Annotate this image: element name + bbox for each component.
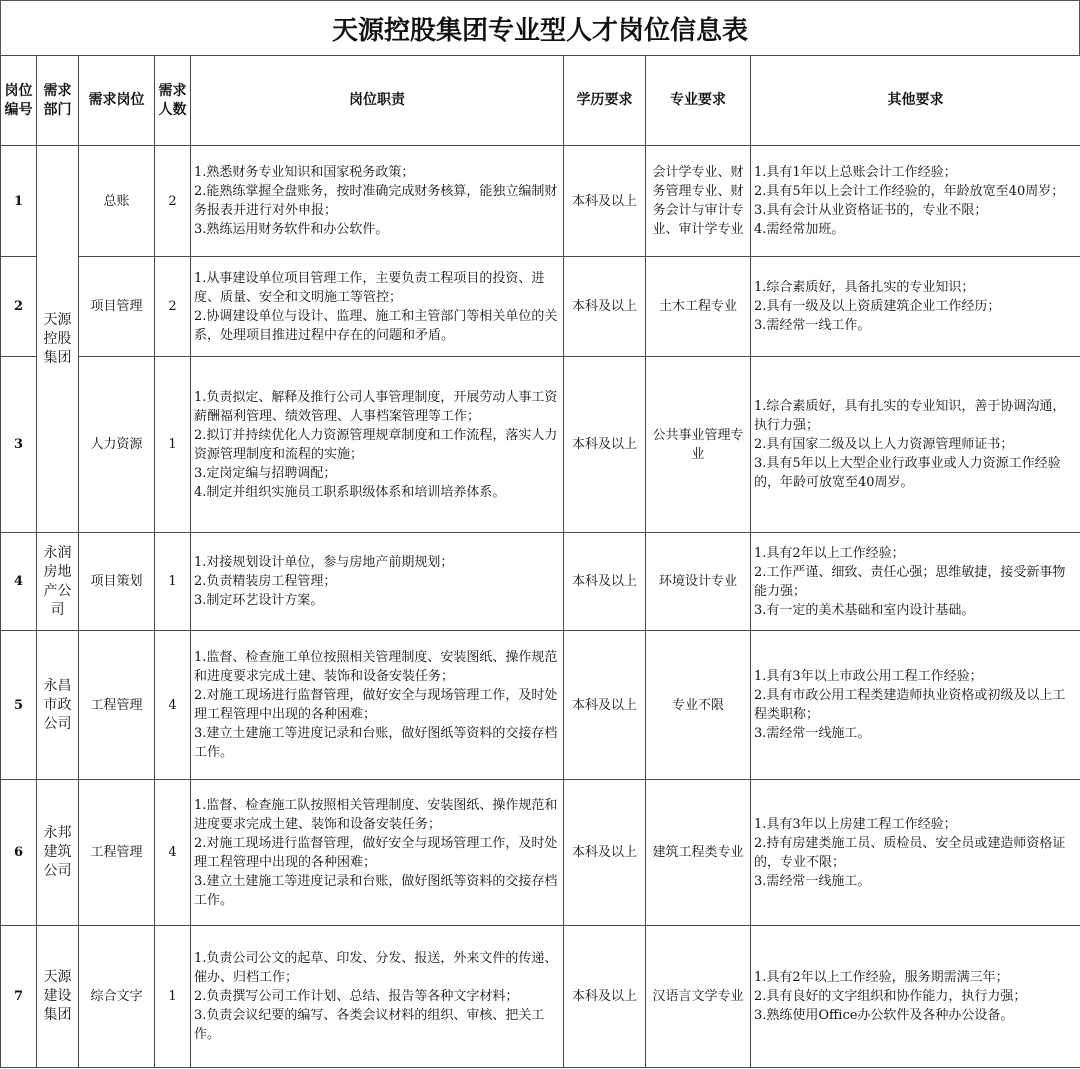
count-cell: 2 xyxy=(155,146,191,257)
other-line: 2.具有市政公用工程类建造师执业资格或初级及以上工程类职称； xyxy=(754,688,1066,722)
other-line: 2.具有国家二级及以上人力资源管理师证书； xyxy=(754,437,1014,452)
row-number: 1 xyxy=(1,146,37,257)
position-cell: 人力资源 xyxy=(79,357,155,533)
other-line: 3.需经常一线施工。 xyxy=(754,873,871,889)
duty-line: 2.协调建设单位与设计、监理、施工和主管部门等相关单位的关系，处理项目推进过程中存在的问题和矛盾。 xyxy=(194,308,558,343)
major-cell: 汉语言文学专业 xyxy=(646,926,751,1068)
count-cell: 1 xyxy=(155,533,191,631)
row-number: 2 xyxy=(1,257,37,357)
header-no: 岗位编号 xyxy=(1,56,37,146)
other-cell xyxy=(751,257,1080,357)
duty-line: 2.能熟练掌握全盘账务，按时准确完成财务核算，能独立编制财务报表并进行对外申报； xyxy=(194,184,558,218)
duties-cell xyxy=(191,146,564,257)
duty-line: 3.建立土建施工等进度记录和台账，做好图纸等资料的交接存档工作。 xyxy=(194,726,558,760)
other-line: 3.具有会计从业资格证书的，专业不限； xyxy=(754,203,988,218)
education-cell: 本科及以上 xyxy=(564,780,646,926)
position-cell: 项目管理 xyxy=(79,257,155,357)
position-cell: 总账 xyxy=(79,146,155,257)
count-cell: 1 xyxy=(155,357,191,533)
duty-line: 1.负责拟定、解释及推行公司人事管理制度，开展劳动人事工资薪酬福利管理、绩效管理、人事档案管理等工作； xyxy=(194,389,558,424)
major-cell: 公共事业管理专业 xyxy=(646,357,751,533)
education-cell: 本科及以上 xyxy=(564,533,646,631)
duty-line: 2.负责撰写公司工作计划、总结、报告等各种文字材料； xyxy=(194,989,519,1004)
education-cell: 本科及以上 xyxy=(564,357,646,533)
duties-cell xyxy=(191,357,564,533)
duty-line: 1.负责公司公文的起草、印发、分发、报送，外来文件的传递、催办、归档工作； xyxy=(194,951,558,985)
table-row xyxy=(1,357,1080,533)
dept-cell: 天源控股集团 xyxy=(37,146,79,533)
position-cell: 工程管理 xyxy=(79,631,155,780)
table-row xyxy=(1,146,1080,257)
major-cell: 土木工程专业 xyxy=(646,257,751,357)
dept-cell: 永邦建筑公司 xyxy=(37,780,79,926)
duties-cell xyxy=(191,631,564,780)
other-line: 3.具有5年以上大型企业行政事业或人力资源工作经验的，年龄可放宽至40周岁。 xyxy=(754,456,1061,490)
dept-cell: 天源建设集团 xyxy=(37,926,79,1068)
other-cell xyxy=(751,357,1080,533)
other-line: 1.具有1年以上总账会计工作经验； xyxy=(754,165,957,180)
duty-line: 1.监督、检查施工队按照相关管理制度、安装图纸、操作规范和进度要求完成土建、装饰和设备安装任务； xyxy=(194,797,558,832)
header-position: 需求岗位 xyxy=(79,56,155,146)
header-major: 专业要求 xyxy=(646,56,751,146)
major-cell: 专业不限 xyxy=(646,631,751,780)
table-row xyxy=(1,780,1080,926)
education-cell: 本科及以上 xyxy=(564,146,646,257)
page-title: 天源控股集团专业型人才岗位信息表 xyxy=(0,0,1080,55)
other-cell xyxy=(751,780,1080,926)
job-table xyxy=(0,55,1080,1068)
other-line: 3.需经常一线工作。 xyxy=(754,318,871,333)
major-cell: 环境设计专业 xyxy=(646,533,751,631)
count-cell: 2 xyxy=(155,257,191,357)
duty-line: 1.从事建设单位项目管理工作，主要负责工程项目的投资、进度、质量、安全和文明施工等管控； xyxy=(194,270,545,305)
major-cell: 会计学专业、财务管理专业、财务会计与审计专业、审计学专业 xyxy=(646,146,751,257)
other-cell xyxy=(751,926,1080,1068)
count-cell: 4 xyxy=(155,631,191,780)
other-line: 2.持有房建类施工员、质检员、安全员或建造师资格证的，专业不限； xyxy=(754,835,1066,870)
other-line: 3.有一定的美术基础和室内设计基础。 xyxy=(754,602,975,618)
row-number: 3 xyxy=(1,357,37,533)
header-dept: 需求部门 xyxy=(37,56,79,146)
duty-line: 1.熟悉财务专业知识和国家税务政策； xyxy=(194,165,415,180)
other-line: 2.具有一级及以上资质建筑企业工作经历； xyxy=(754,299,1001,314)
table-row xyxy=(1,257,1080,357)
duty-line: 1.对接规划设计单位，参与房地产前期规划； xyxy=(194,555,454,570)
dept-cell: 永润房地产公司 xyxy=(37,533,79,631)
row-number: 7 xyxy=(1,926,37,1068)
header-row xyxy=(1,56,1080,146)
duty-line: 2.对施工现场进行监督管理，做好安全与现场管理工作，及时处理工程管理中出现的各种困难； xyxy=(194,835,558,870)
other-cell xyxy=(751,146,1080,257)
other-line: 4.需经常加班。 xyxy=(754,222,845,237)
row-number: 4 xyxy=(1,533,37,631)
education-cell: 本科及以上 xyxy=(564,926,646,1068)
other-line: 1.具有2年以上工作经验； xyxy=(754,545,905,561)
duty-line: 3.负责会议纪要的编写、各类会议材料的组织、审核、把关工作。 xyxy=(194,1008,545,1042)
table-row xyxy=(1,631,1080,780)
other-line: 2.工作严谨、细致、责任心强；思维敏捷，接受新事物能力强； xyxy=(754,564,1066,599)
count-cell: 4 xyxy=(155,780,191,926)
duties-cell xyxy=(191,257,564,357)
other-line: 3.熟练使用Office办公软件及各种办公设备。 xyxy=(754,1008,1014,1023)
other-line: 1.具有2年以上工作经验，服务期需满三年； xyxy=(754,970,1009,985)
other-cell xyxy=(751,533,1080,631)
duty-line: 4.制定并组织实施员工职系职级体系和培训培养体系。 xyxy=(194,484,506,500)
dept-cell: 永昌市政公司 xyxy=(37,631,79,780)
header-duties: 岗位职责 xyxy=(191,56,564,146)
other-cell xyxy=(751,631,1080,780)
duty-line: 1.监督、检查施工单位按照相关管理制度、安装图纸、操作规范和进度要求完成土建、装饰和设备安装任务； xyxy=(194,650,558,684)
other-line: 1.综合素质好，具有扎实的专业知识，善于协调沟通，执行力强； xyxy=(754,399,1066,433)
duty-line: 2.负责精装房工程管理； xyxy=(194,574,337,589)
table-row xyxy=(1,533,1080,631)
other-line: 1.具有3年以上房建工程工作经验； xyxy=(754,816,957,832)
duty-line: 3.定岗定编与招聘调配； xyxy=(194,465,337,481)
other-line: 1.具有3年以上市政公用工程工作经验； xyxy=(754,669,983,684)
duties-cell xyxy=(191,780,564,926)
education-cell: 本科及以上 xyxy=(564,631,646,780)
duties-cell xyxy=(191,533,564,631)
other-line: 2.具有良好的文字组织和协作能力，执行力强； xyxy=(754,989,1027,1004)
other-line: 3.需经常一线施工。 xyxy=(754,726,871,741)
duty-line: 2.对施工现场进行监督管理，做好安全与现场管理工作，及时处理工程管理中出现的各种困难； xyxy=(194,688,558,722)
duty-line: 2.拟订并持续优化人力资源管理规章制度和工作流程，落实人力资源管理制度和流程的实施； xyxy=(194,427,558,462)
count-cell: 1 xyxy=(155,926,191,1068)
other-line: 1.综合素质好，具备扎实的专业知识； xyxy=(754,280,975,295)
other-line: 2.具有5年以上会计工作经验的，年龄放宽至40周岁； xyxy=(754,184,1065,199)
duty-line: 3.制定环艺设计方案。 xyxy=(194,593,324,608)
row-number: 5 xyxy=(1,631,37,780)
header-other: 其他要求 xyxy=(751,56,1080,146)
row-number: 6 xyxy=(1,780,37,926)
duty-line: 3.建立土建施工等进度记录和台账，做好图纸等资料的交接存档工作。 xyxy=(194,873,558,908)
header-education: 学历要求 xyxy=(564,56,646,146)
education-cell: 本科及以上 xyxy=(564,257,646,357)
major-cell: 建筑工程类专业 xyxy=(646,780,751,926)
table-row xyxy=(1,926,1080,1068)
duty-line: 3.熟练运用财务软件和办公软件。 xyxy=(194,222,389,237)
header-count: 需求人数 xyxy=(155,56,191,146)
position-cell: 项目策划 xyxy=(79,533,155,631)
position-cell: 工程管理 xyxy=(79,780,155,926)
position-cell: 综合文字 xyxy=(79,926,155,1068)
duties-cell xyxy=(191,926,564,1068)
